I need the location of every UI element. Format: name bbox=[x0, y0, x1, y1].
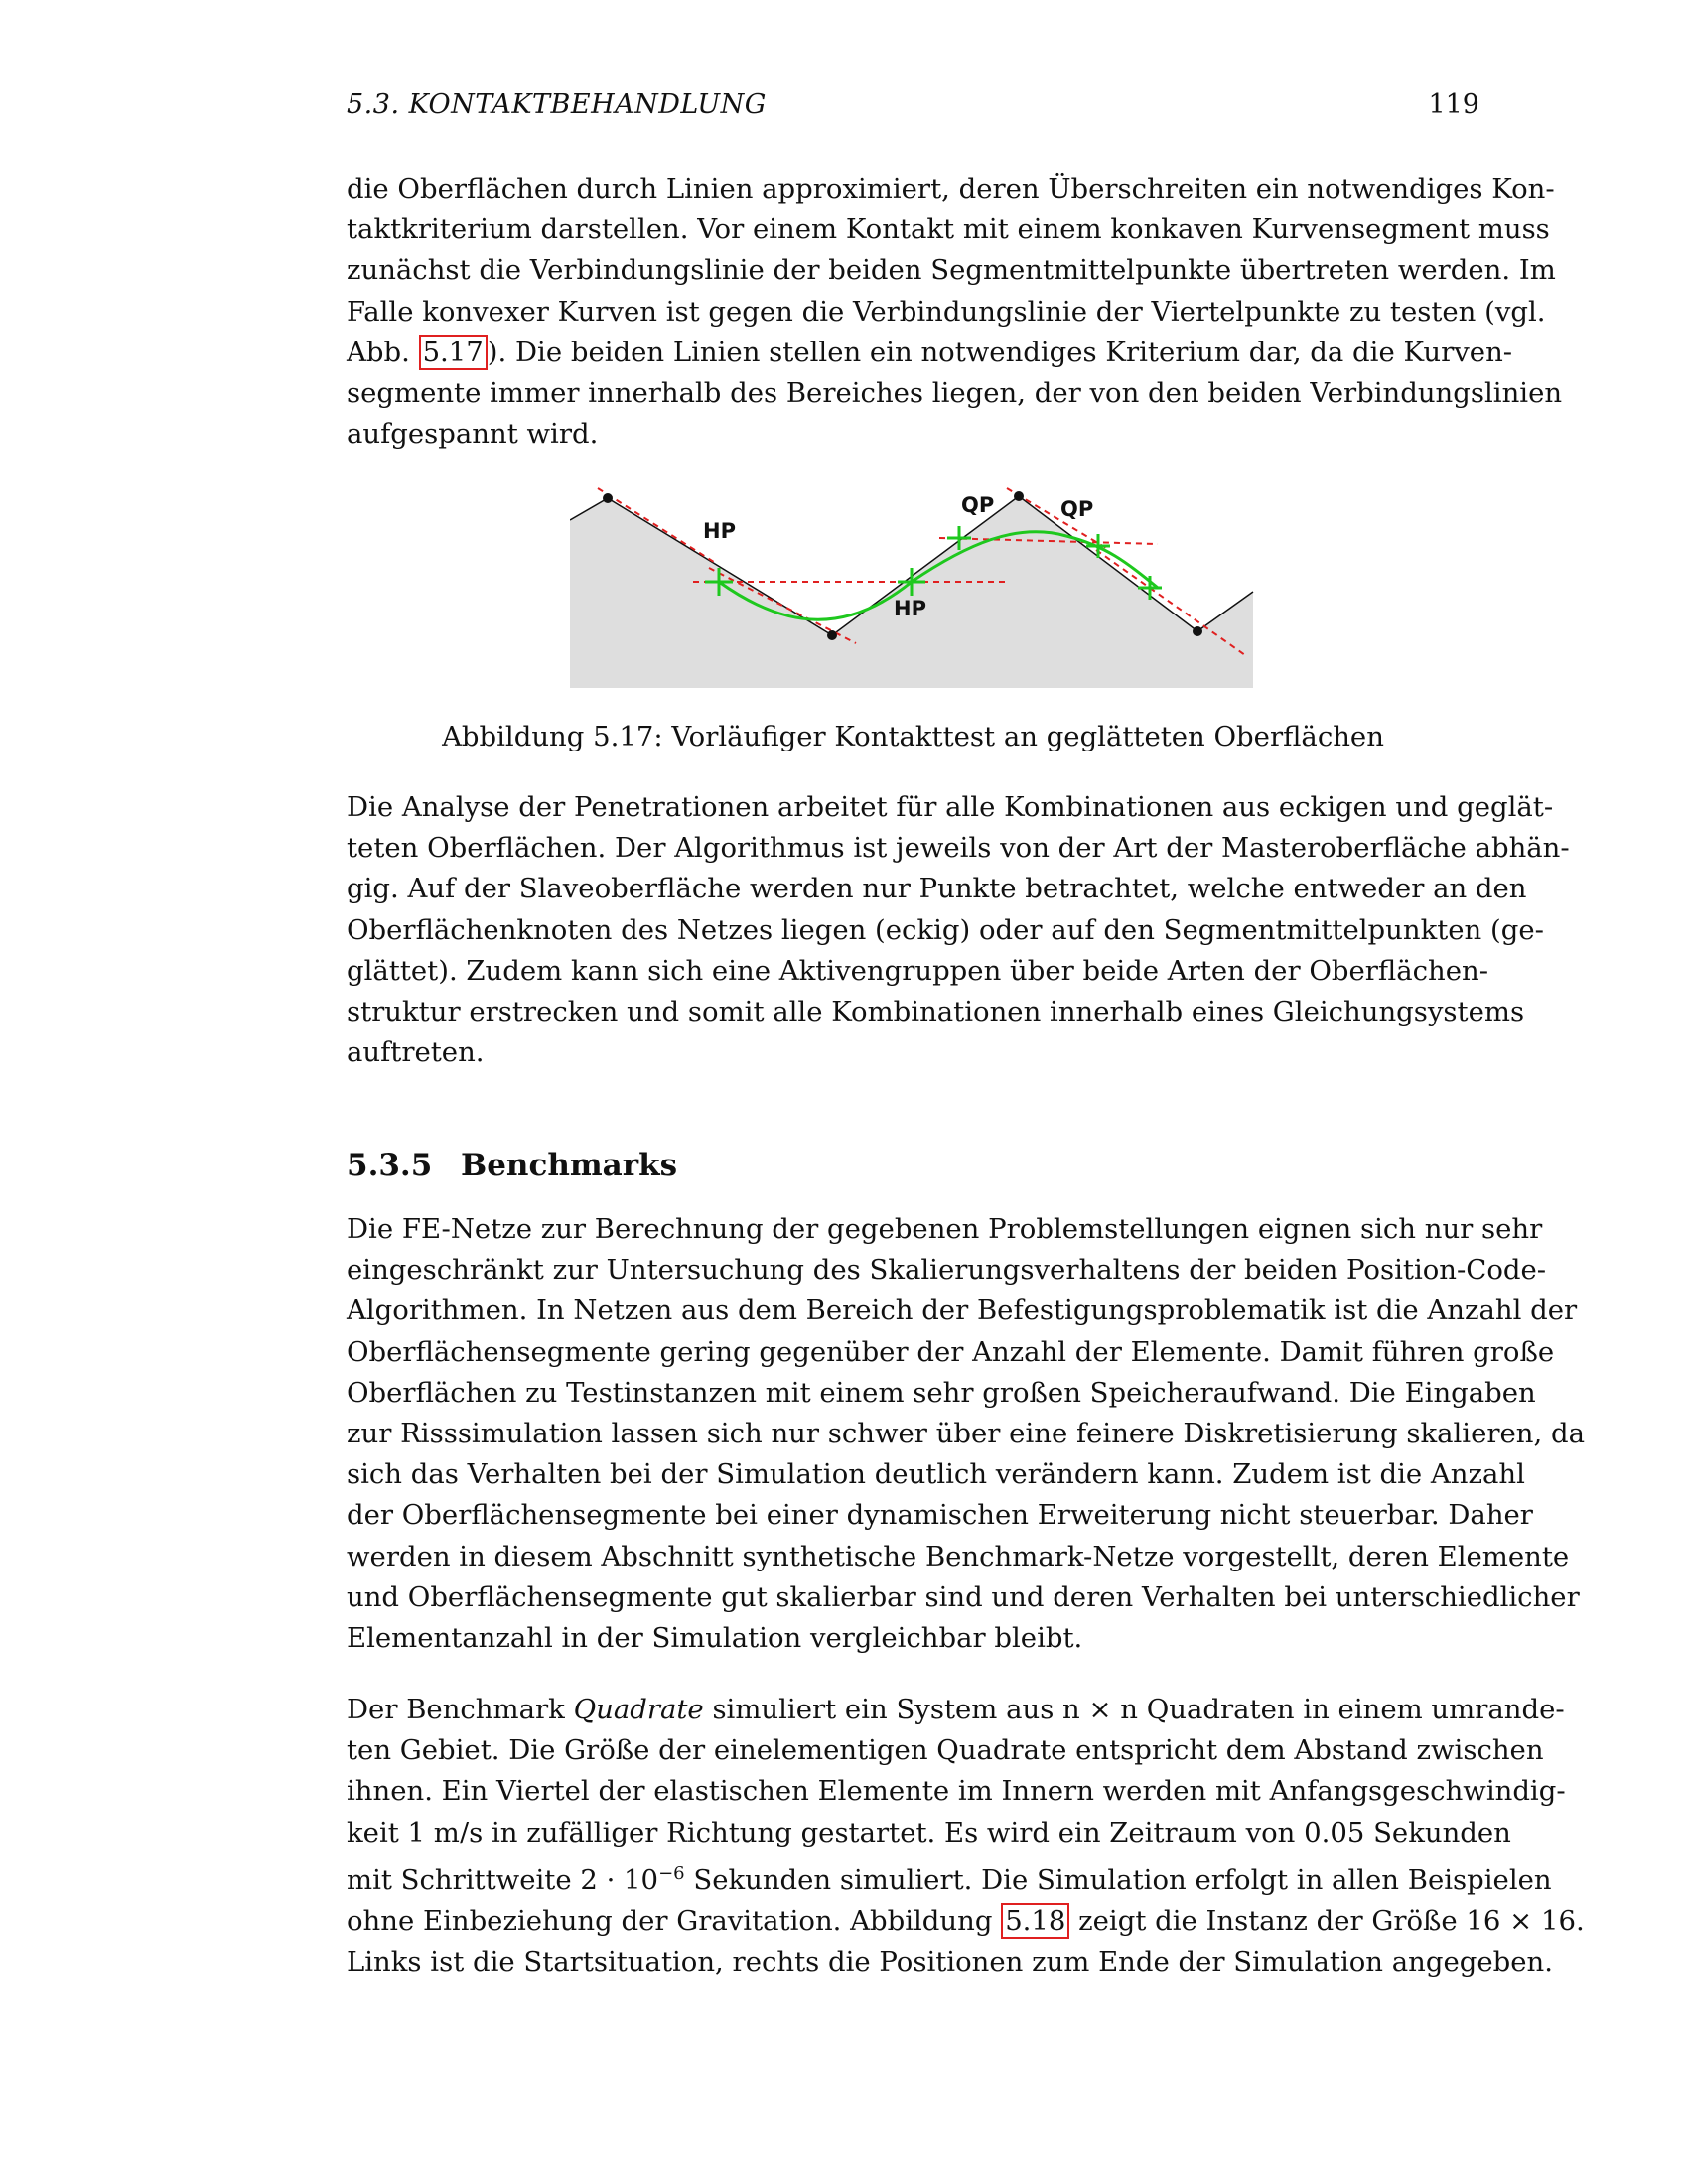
section-title: Benchmarks bbox=[461, 1148, 678, 1183]
text-fragment: mit Schrittweite 2 · 10 bbox=[347, 1863, 659, 1896]
text-line: Die FE-Netze zur Berechnung der gegebenen Problemstellungen eignen sich nur sehr bbox=[347, 1213, 1543, 1245]
text-line: auftreten. bbox=[347, 1036, 485, 1069]
section-heading bbox=[347, 1144, 677, 1187]
text-line: gig. Auf der Slaveoberfläche werden nur Punkte betrachtet, welche entweder an den bbox=[347, 873, 1527, 905]
label-hp-center: HP bbox=[894, 597, 926, 620]
text-line: zur Risssimulation lassen sich nur schwer über eine feinere Diskretisierung skalieren, da bbox=[347, 1418, 1585, 1450]
page-number: 119 bbox=[1428, 89, 1479, 120]
running-header bbox=[347, 85, 1479, 125]
exponent: −6 bbox=[658, 1862, 685, 1884]
text-line: und Oberflächensegmente gut skalierbar sind und deren Verhalten bei unterschiedlicher bbox=[347, 1580, 1580, 1613]
text-fragment: Der Benchmark bbox=[347, 1694, 565, 1725]
text-fragment: ohne Einbeziehung der Gravitation. Abbildung bbox=[347, 1905, 993, 1938]
text-fragment: ). Die beiden Linien stellen ein notwendiges Kriterium dar, da die Kurven- bbox=[487, 336, 1513, 368]
text-line: sich das Verhalten bei der Simulation deutlich verändern kann. Zudem ist die Anzahl bbox=[347, 1458, 1525, 1491]
text-line: Elementanzahl in der Simulation vergleichbar bleibt. bbox=[347, 1622, 1083, 1655]
figure-reference-link[interactable]: 5.18 bbox=[1001, 1903, 1069, 1939]
text-line: Oberflächenknoten des Netzes liegen (eckig) oder auf den Segmentmittelpunkten (ge- bbox=[347, 913, 1544, 946]
text-line: der Oberflächensegmente bei einer dynamischen Erweiterung nicht steuerbar. Daher bbox=[347, 1499, 1533, 1532]
text-line: Algorithmen. In Netzen aus dem Bereich der Befestigungsproblematik ist die Anzahl der bbox=[347, 1295, 1578, 1327]
paragraph-3 bbox=[347, 1209, 1585, 1659]
text-fragment: Sekunden simuliert. Die Simulation erfolgt in allen Beispielen bbox=[684, 1863, 1552, 1896]
text-fragment: Abb. bbox=[347, 336, 410, 368]
node-dot bbox=[1014, 491, 1024, 501]
label-hp-left: HP bbox=[703, 519, 736, 543]
paragraph-4 bbox=[347, 1690, 1585, 1983]
figure-caption: Abbildung 5.17: Vorläufiger Kontakttest an geglätteten Oberflächen bbox=[442, 721, 1384, 752]
text-line: Oberflächensegmente gering gegenüber der Anzahl der Elemente. Damit führen große bbox=[347, 1335, 1555, 1368]
text-line: teten Oberflächen. Der Algorithmus ist jeweils von der Art der Masteroberfläche abhän- bbox=[347, 832, 1570, 865]
text-line: Oberflächen zu Testinstanzen mit einem sehr großen Speicheraufwand. Die Eingaben bbox=[347, 1376, 1536, 1409]
label-qp-left: QP bbox=[961, 493, 995, 517]
text-fragment: simuliert ein System aus n × n Quadraten in einem umrande- bbox=[712, 1694, 1565, 1725]
text-line: die Oberflächen durch Linien approximiert, deren Überschreiten ein notwendiges Kon- bbox=[347, 173, 1555, 205]
figure-contact-test bbox=[570, 484, 1265, 688]
text-line bbox=[347, 333, 1513, 373]
node-dot bbox=[827, 630, 837, 640]
text-line: glättet). Zudem kann sich eine Aktivengruppen über beide Arten der Oberflächen- bbox=[347, 954, 1489, 987]
text-line bbox=[347, 1853, 1552, 1901]
text-line: keit 1 m/s in zufälliger Richtung gestartet. Es wird ein Zeitraum von 0.05 Sekunden bbox=[347, 1816, 1511, 1848]
text-line: ihnen. Ein Viertel der elastischen Elemente im Innern werden mit Anfangsgeschwindig- bbox=[347, 1775, 1566, 1808]
text-line: ten Gebiet. Die Größe der einelementigen Quadrate entspricht dem Abstand zwischen bbox=[347, 1734, 1544, 1767]
text-line: aufgespannt wird. bbox=[347, 418, 599, 451]
text-line: Links ist die Startsituation, rechts die Positionen zum Ende der Simulation angegeben. bbox=[347, 1946, 1553, 1979]
text-line: werden in diesem Abschnitt synthetische Benchmark-Netze vorgestellt, deren Elemente bbox=[347, 1540, 1570, 1572]
benchmark-name: Quadrate bbox=[573, 1694, 704, 1725]
text-line: zunächst die Verbindungslinie der beiden Segmentmittelpunkte übertreten werden. Im bbox=[347, 254, 1556, 287]
section-number: 5.3.5 bbox=[347, 1148, 433, 1183]
text-line: segmente immer innerhalb des Bereiches liegen, der von den beiden Verbindungslinien bbox=[347, 377, 1563, 410]
paragraph-1 bbox=[347, 169, 1563, 455]
text-line: taktkriterium darstellen. Vor einem Kontakt mit einem konkaven Kurvensegment muss bbox=[347, 213, 1550, 246]
label-qp-right: QP bbox=[1060, 497, 1094, 521]
text-line: struktur erstrecken und somit alle Kombinationen innerhalb eines Gleichungsystems bbox=[347, 996, 1525, 1028]
text-line: Die Analyse der Penetrationen arbeitet für alle Kombinationen aus eckigen und geglät- bbox=[347, 791, 1554, 823]
text-line: eingeschränkt zur Untersuchung des Skalierungsverhaltens der beiden Position-Code- bbox=[347, 1254, 1547, 1287]
text-fragment: zeigt die Instanz der Größe 16 × 16. bbox=[1078, 1905, 1585, 1938]
text-line: Falle konvexer Kurven ist gegen die Verbindungslinie der Viertelpunkte zu testen (vgl. bbox=[347, 295, 1546, 328]
text-line bbox=[347, 1690, 1565, 1730]
text-line bbox=[347, 1901, 1585, 1942]
header-section-title: 5.3. KONTAKTBEHANDLUNG bbox=[347, 89, 767, 120]
figure-reference-link[interactable]: 5.17 bbox=[419, 335, 488, 370]
node-dot bbox=[1193, 626, 1202, 636]
paragraph-2 bbox=[347, 787, 1570, 1073]
node-dot bbox=[603, 493, 613, 503]
